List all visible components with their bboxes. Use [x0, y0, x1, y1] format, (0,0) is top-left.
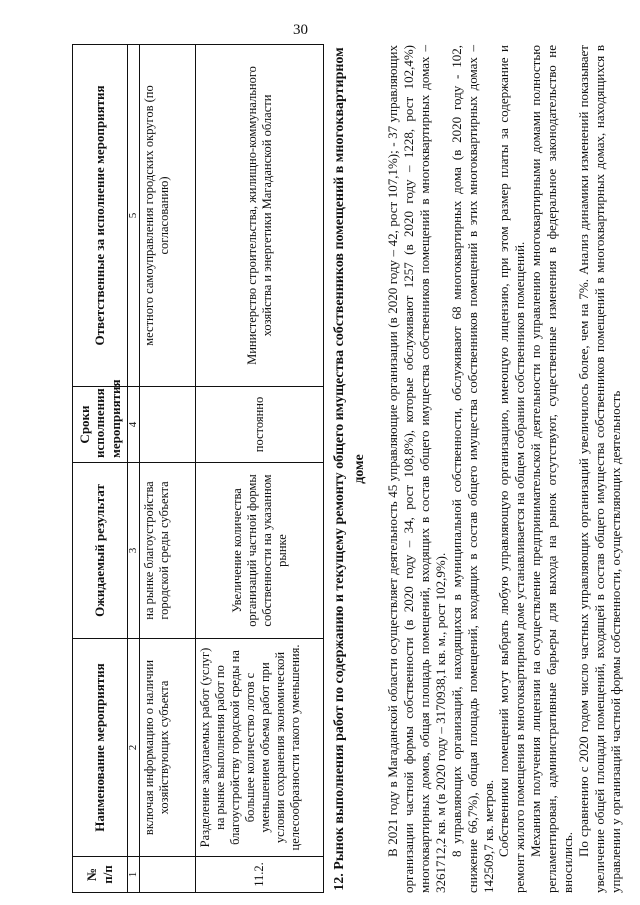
responsible: Министерство строительства, жилищно-коммунального хозяйства и энергетики Магаданской области	[196, 45, 324, 387]
header-responsible: Ответственные за исполнение мероприятия	[73, 45, 128, 387]
paragraph: Механизм получения лицензии на осуществление предпринимательской деятельности по управлению многоквартирными домами полностью регламентирован, административные барьеры для выхода на рынок отсутствуют, существенные изменения в федеральное законодательство не вносились.	[528, 45, 576, 893]
header-deadline: Сроки исполнения мероприятия	[73, 387, 128, 463]
column-number: 1	[128, 857, 140, 893]
paragraph: По сравнению с 2020 годом число частных управляющих организаций увеличилось более, чем на 7%. Анализ динамики изменений показывает увеличение общей площади помещений, входящей в состав общего имущества собственников помещений в многоквартирных домах, находящихся в управлении у организаций частной формы собственности, осуществляющих деятельность	[576, 45, 624, 893]
deadline	[140, 387, 196, 463]
paragraph: В 2021 году в Магаданской области осуществляет деятельность 45 управляющие организации (в 2020 году – 42, рост 107,1%); - 37 управляющих организации частной формы собственности (в 2020 году – 34, рост 108,8%), которые обслуживают 1257 (в 2020 году – 1228, рост 102,4%) многоквартирных домов, общая площадь помещений, входящих в состав общего имущества собственников помещений в многоквартирных домах – 3261712,2 кв. м (в 2020 году – 3170938,1 кв. м., рост 102,9%).	[384, 45, 448, 893]
expected-result: Увеличение количества организаций частной формы собственности на указанном рынке	[196, 463, 324, 639]
rotated-page-content	[14, 13, 640, 893]
section-title: 12. Рынок выполнения работ по содержанию и текущему ремонту общего имущества собственников помещений в многоквартирном доме	[332, 47, 368, 891]
paragraph: Собственники помещений могут выбрать любую управляющую организацию, имеющую лицензию, при этом размер платы за содержание и ремонт жилого помещения в многоквартирном доме устанавливается на общем собрании собственников помещений.	[496, 45, 528, 893]
row-number	[140, 857, 196, 893]
column-number: 4	[128, 387, 140, 463]
page-number: 30	[293, 22, 308, 38]
table-row	[140, 45, 196, 893]
measures-table	[72, 44, 324, 893]
header-number: № п/п	[73, 857, 128, 893]
measure-name: Разделение закупаемых работ (услуг) на рынке выполнения работ по благоустройству городской среды на большее количество лотов с уменьшением объема работ при условии сохранения экономической целесообразности такого уменьшения.	[196, 639, 324, 857]
header-expected-result: Ожидаемый результат	[73, 463, 128, 639]
column-number-row	[128, 45, 140, 893]
paragraph: 8 управляющих организаций, находящихся в муниципальной собственности, обслуживают 68 многоквартирных дома (в 2020 году - 102, снижение 66,7%), общая площадь помещений, входящих в состав общего имущества собственников помещений в этих многоквартирных домах – 142509,7 кв. метров.	[448, 45, 496, 893]
row-number: 11.2.	[196, 857, 324, 893]
table-header-row	[73, 45, 128, 893]
header-measure-name: Наименование мероприятия	[73, 639, 128, 857]
column-number: 5	[128, 45, 140, 387]
deadline: постоянно	[196, 387, 324, 463]
section-body	[385, 45, 625, 893]
market-section	[330, 45, 624, 893]
measure-name: включая информацию о наличии хозяйствующих субъекта	[140, 639, 196, 857]
column-number: 3	[128, 463, 140, 639]
responsible: местного самоуправления городских округов (по согласованию)	[140, 45, 196, 387]
expected-result: на рынке благоустройства городской среды субъекта	[140, 463, 196, 639]
column-number: 2	[128, 639, 140, 857]
table-row	[196, 45, 324, 893]
